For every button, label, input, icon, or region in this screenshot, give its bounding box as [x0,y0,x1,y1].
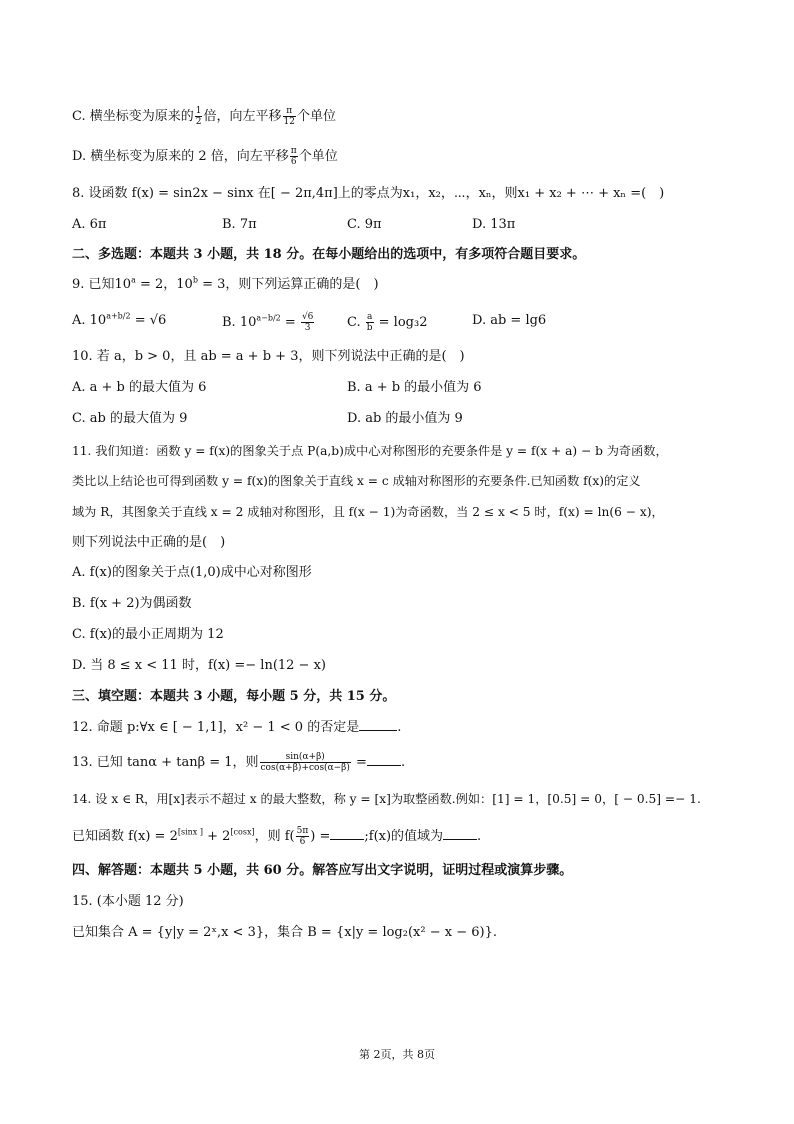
q9-stem: 9. 已知$10^a = 2$，$10^b = 3$，则下列运算正确的是( ) [72,275,379,292]
q7-option-c: C. 横坐标变为原来的 $\frac{1}{2}$ 倍，向左平移 $\frac{\pi}{12}$ 个单位 [72,106,336,127]
q7-option-d: D. 横坐标变为原来的 2 倍，向左平移 $\frac{\pi}{6}$ 个单位 [72,146,338,167]
q8-stem: 8. 设函数 f(x) = sin2x − sinx 在[ − 2π,4π]上的零点为x₁，x₂，⋯，xₙ，则x₁ + x₂ + ⋯ + xₙ =( ) [72,186,665,201]
q11-line-4: 则下列说法中正确的是( ) [72,535,226,550]
q10-option-b: B. a + b 的最小值为 6 [347,380,482,395]
q7-c-text: C. 横坐标变为原来的 [72,109,194,124]
page-footer: 第 2页，共 8页 [359,1048,435,1061]
q11-option-d: D. 当 8 ≤ x < 11 时，f(x) =− ln(12 − x) [72,658,326,673]
q13-stem: 13. 已知 tanα + tanβ = 1，则 $\frac{\sin(\alpha+\beta)}{\cos(\alpha+\beta)+\cos(\alpha-\beta)}$ = . [72,752,406,773]
q8-option-b: B. 7π [222,217,257,232]
q10-option-d: D. ab 的最小值为 9 [347,411,463,426]
q8-option-d: D. 13π [472,217,516,232]
fraction: $\frac{\pi}{12}$ [283,106,295,127]
q15-title: 15. (本小题 12 分) [72,894,184,909]
q9-option-a: A. $10^{a+b/2} = √6$ [72,311,167,328]
section-heading-fill-in: 三、填空题：本题共 3 小题，每小题 5 分，共 15 分。 [72,689,396,704]
q8-option-a: A. 6π [72,217,107,232]
q14-line-1: 14. 设 x ∈ R，用[x]表示不超过 x 的最大整数，称 y = [x]为取整函数.例如：[1] = 1，[0.5] = 0，[ − 0.5] =− 1. [72,792,701,806]
q15-body: 已知集合 A = {y|y = 2ˣ,x < 3}，集合 B = {x|y = log₂(x² − x − 6)}. [72,925,497,940]
answer-blank [367,754,401,766]
q9-option-c: C. $\frac{a}{b}$ = log₃2 [347,312,428,333]
q10-stem: 10. 若 a，b > 0，且 ab = a + b + 3，则下列说法中正确的是( ) [72,349,465,364]
q10-option-c: C. ab 的最大值为 9 [72,411,188,426]
q11-line-2: 类比以上结论也可得到函数 y = f(x)的图象关于直线 x = c 成轴对称图形的充要条件.已知函数 f(x)的定义 [72,474,641,488]
q9-option-d: D. ab = lg6 [472,313,547,328]
q11-option-b: B. f(x + 2)为偶函数 [72,596,192,611]
q11-line-1: 11. 我们知道：函数 y = f(x)的图象关于点 P(a,b)成中心对称图形的充要条件是 y = f(x + a) − b 为奇函数， [72,444,668,458]
fraction: $\frac{1}{2}$ [195,106,202,127]
q9-option-b: B. $10^{a-b/2}$ = $\frac{√6}{3}$ [222,312,314,333]
q11-option-c: C. f(x)的最小正周期为 12 [72,627,224,642]
fraction: $\frac{\pi}{6}$ [290,146,297,167]
q11-option-a: A. f(x)的图象关于点(1,0)成中心对称图形 [72,565,312,580]
q10-option-a: A. a + b 的最大值为 6 [72,380,207,395]
answer-blank [443,828,477,840]
q14-line-2: 已知函数 f(x) = 2[sinx ] + 2[cosx]，则 f( $\frac{5\pi}{6}$ ) = ;f(x)的值域为 . [72,826,482,847]
answer-blank [330,828,364,840]
section-heading-solution: 四、解答题：本题共 5 小题，共 60 分。解答应写出文字说明，证明过程或演算步骤。 [72,863,573,878]
q12-stem: 12. 命题 p:∀x ∈ [ − 1,1]，x² − 1 < 0 的否定是 . [72,720,402,735]
section-heading-multi-choice: 二、多选题：本题共 3 小题，共 18 分。在每小题给出的选项中，有多项符合题目要求。 [72,247,586,262]
answer-blank [359,719,397,731]
q8-option-c: C. 9π [347,217,382,232]
q11-line-3: 域为 R，其图象关于直线 x = 2 成轴对称图形，且 f(x − 1)为奇函数，当 2 ≤ x < 5 时，f(x) = ln(6 − x)， [72,505,664,519]
